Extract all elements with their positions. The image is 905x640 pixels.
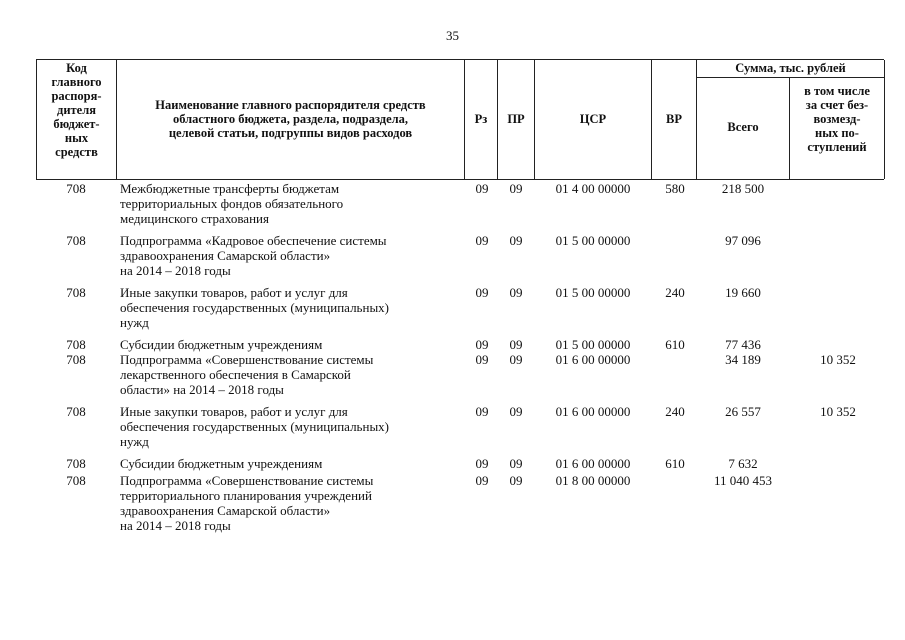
header-pr: ПР — [507, 112, 525, 126]
row-rz: 09 — [475, 404, 489, 419]
row-name: Подпрограмма «Совершенствование системы территориального планирования учреждений здравоохранения Самарской области» на 2014 – 2018 годы — [120, 473, 374, 533]
row-vr: 610 — [665, 337, 685, 352]
row-rz: 09 — [475, 285, 489, 300]
row-rz: 09 — [475, 352, 489, 367]
header-bottom-border — [36, 179, 884, 180]
row-vr: 580 — [665, 181, 685, 196]
row-csr: 01 5 00 00000 — [555, 337, 631, 352]
row-name: Подпрограмма «Кадровое обеспечение системы здравоохранения Самарской области» на 2014 – 2018 годы — [120, 233, 387, 278]
row-name: Субсидии бюджетным учреждениям — [120, 337, 323, 352]
row-rz: 09 — [475, 233, 489, 248]
row-vr: 240 — [665, 285, 685, 300]
row-total: 218 500 — [721, 181, 765, 196]
row-rz: 09 — [475, 337, 489, 352]
sum-divider — [696, 77, 884, 78]
row-csr: 01 5 00 00000 — [555, 233, 631, 248]
row-name: Иные закупки товаров, работ и услуг для обеспечения государственных (муниципальных) нужд — [120, 285, 390, 330]
row-csr: 01 6 00 00000 — [555, 456, 631, 471]
header-total: Всего — [727, 120, 759, 134]
row-total: 11 040 453 — [713, 473, 773, 488]
row-code: 708 — [66, 233, 86, 248]
page-number: 35 — [446, 28, 459, 43]
row-name: Подпрограмма «Совершенствование системы лекарственного обеспечения в Самарской области» на 2014 – 2018 годы — [120, 352, 374, 397]
row-vr: 610 — [665, 456, 685, 471]
row-free: 10 352 — [820, 352, 856, 367]
header-code: Код главного распоря- дителя бюджет- ных средств — [51, 61, 102, 159]
row-pr: 09 — [509, 473, 523, 488]
row-rz: 09 — [475, 456, 489, 471]
row-total: 19 660 — [725, 285, 761, 300]
row-name: Иные закупки товаров, работ и услуг для обеспечения государственных (муниципальных) нужд — [120, 404, 390, 449]
row-code: 708 — [66, 473, 86, 488]
row-rz: 09 — [475, 181, 489, 196]
row-csr: 01 4 00 00000 — [555, 181, 631, 196]
row-total: 26 557 — [725, 404, 761, 419]
header-rz: Рз — [474, 112, 488, 126]
row-csr: 01 5 00 00000 — [555, 285, 631, 300]
row-pr: 09 — [509, 337, 523, 352]
row-total: 7 632 — [728, 456, 758, 471]
row-free: 10 352 — [820, 404, 856, 419]
row-vr: 240 — [665, 404, 685, 419]
header-sum: Сумма, тыс. рублей — [735, 61, 846, 75]
row-total: 97 096 — [725, 233, 761, 248]
row-csr: 01 6 00 00000 — [555, 352, 631, 367]
row-code: 708 — [66, 285, 86, 300]
header-free: в том числе за счет без- возмезд- ных по- ступлений — [804, 84, 870, 154]
row-rz: 09 — [475, 473, 489, 488]
row-total: 77 436 — [725, 337, 761, 352]
row-name: Субсидии бюджетным учреждениям — [120, 456, 323, 471]
row-total: 34 189 — [725, 352, 761, 367]
header-name: Наименование главного распорядителя средств областного бюджета, раздела, подраздела, целевой статьи, подгруппы видов расходов — [155, 98, 426, 140]
header-top-border — [36, 59, 884, 60]
row-pr: 09 — [509, 404, 523, 419]
row-pr: 09 — [509, 181, 523, 196]
row-pr: 09 — [509, 456, 523, 471]
row-code: 708 — [66, 456, 86, 471]
row-csr: 01 6 00 00000 — [555, 404, 631, 419]
row-code: 708 — [66, 352, 86, 367]
col-border — [884, 60, 885, 179]
row-code: 708 — [66, 337, 86, 352]
header-csr: ЦСР — [579, 112, 607, 126]
row-pr: 09 — [509, 233, 523, 248]
row-code: 708 — [66, 404, 86, 419]
row-name: Межбюджетные трансферты бюджетам территориальных фондов обязательного медицинского страхования — [120, 181, 344, 226]
row-csr: 01 8 00 00000 — [555, 473, 631, 488]
row-pr: 09 — [509, 352, 523, 367]
row-pr: 09 — [509, 285, 523, 300]
row-code: 708 — [66, 181, 86, 196]
header-vr: ВР — [666, 112, 682, 126]
